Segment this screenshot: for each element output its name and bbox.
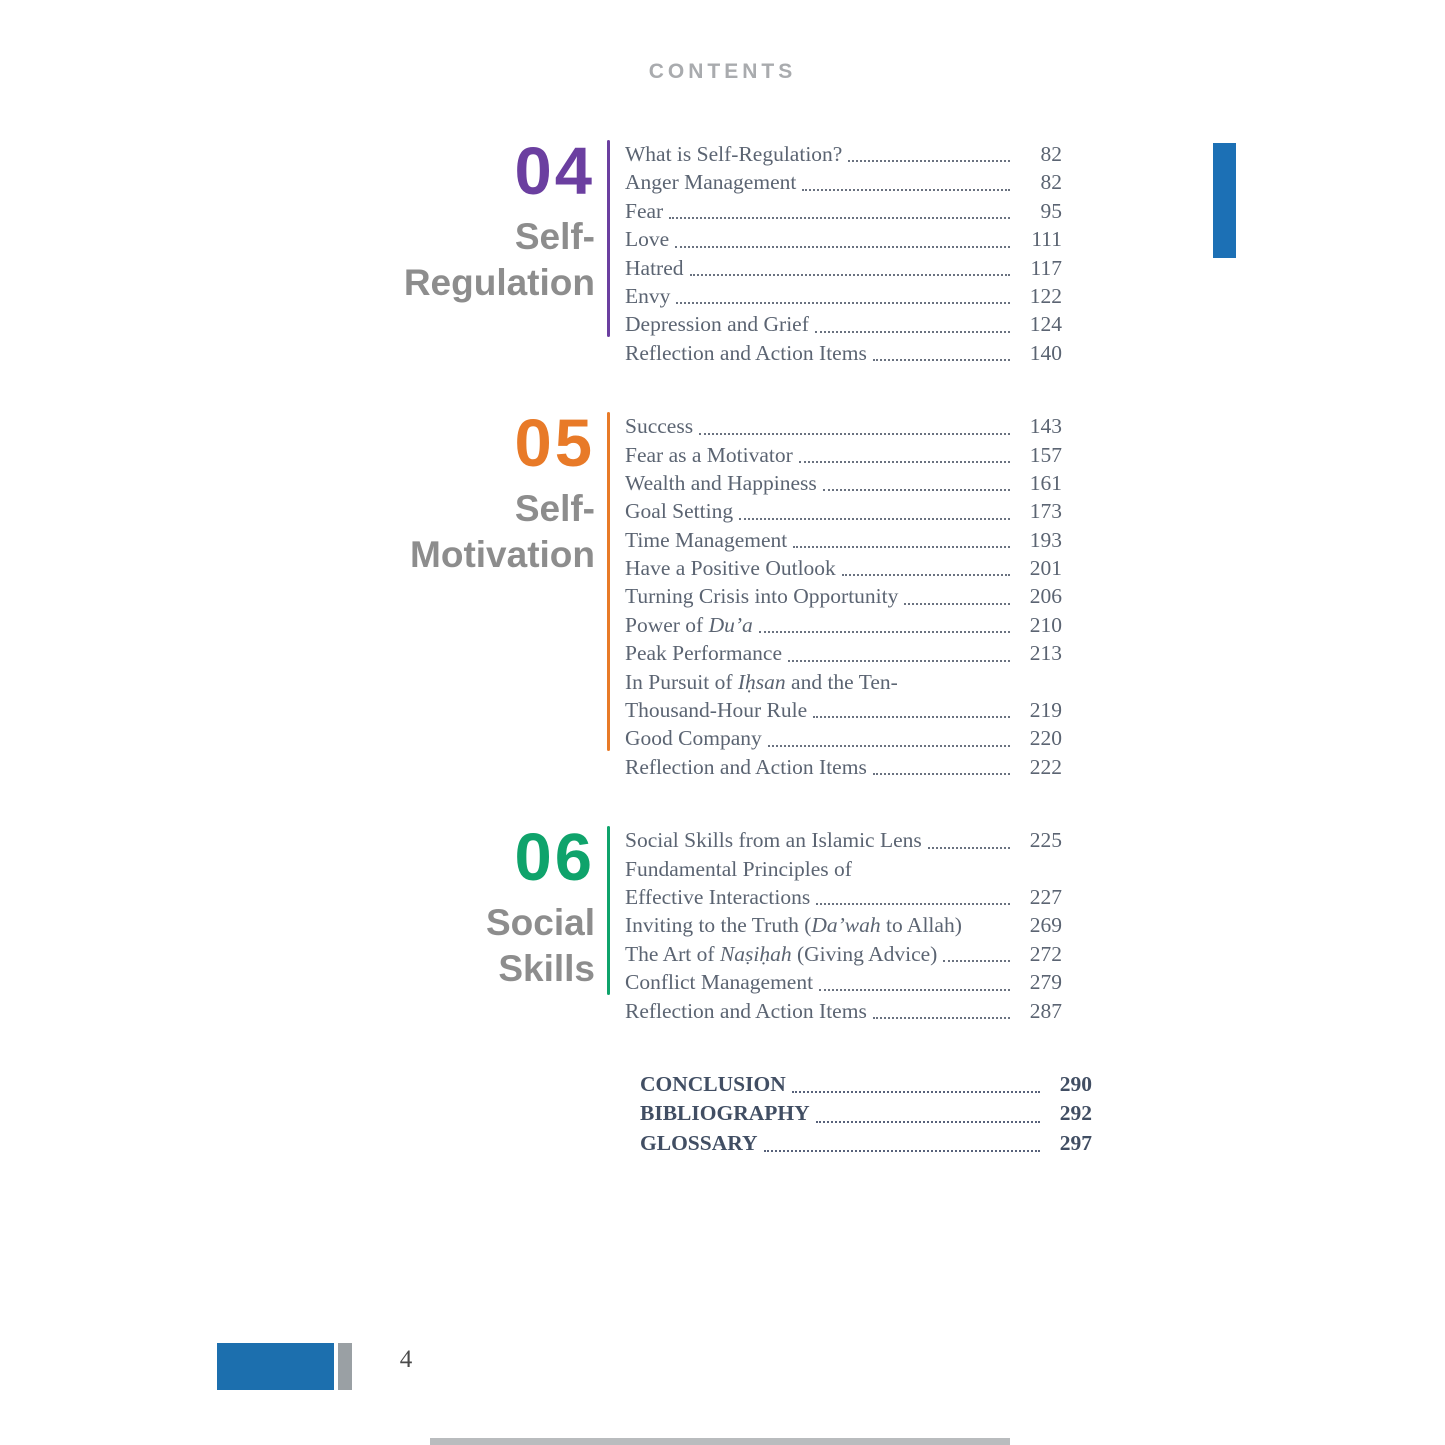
endmatter-entry[interactable] xyxy=(640,1070,1092,1100)
toc-entry-page: 206 xyxy=(1029,584,1062,609)
dot-leader xyxy=(759,631,1010,633)
dot-leader xyxy=(816,1121,1040,1123)
dot-leader xyxy=(842,574,1010,576)
dot-leader xyxy=(739,518,1010,520)
text-segment: Turning Crisis into Opportunity xyxy=(625,584,899,609)
text-segment: BIBLIOGRAPHY xyxy=(640,1101,810,1126)
toc-entry-page: 122 xyxy=(1029,283,1062,308)
dot-leader xyxy=(793,546,1010,548)
toc-entry-page: 279 xyxy=(1029,970,1062,995)
toc-entry-page: 82 xyxy=(1040,170,1062,195)
chapter-heading xyxy=(252,134,607,367)
chapter-entries xyxy=(610,412,1062,781)
text-segment: The Art of xyxy=(625,941,720,966)
toc-entry[interactable] xyxy=(625,168,1062,196)
chapter-title-line: Motivation xyxy=(410,534,595,576)
toc-entry-label xyxy=(625,168,796,196)
dot-leader xyxy=(943,960,1010,962)
toc-entry[interactable] xyxy=(625,254,1062,282)
chapter-entries xyxy=(610,826,1062,1025)
toc-entry-label xyxy=(625,997,867,1025)
italic-term: Naṣiḥah xyxy=(719,941,792,966)
toc-entry-page: 82 xyxy=(1040,142,1062,166)
text-segment: GLOSSARY xyxy=(640,1130,758,1155)
toc-entry-page: 140 xyxy=(1029,340,1062,365)
toc-entry-label xyxy=(625,668,898,696)
text-segment: Reflection and Action Items xyxy=(625,754,867,779)
toc-entry[interactable] xyxy=(625,696,1062,724)
text-segment: Thousand-Hour Rule xyxy=(625,698,808,723)
toc-entry-label xyxy=(625,696,807,724)
toc-entry-label xyxy=(625,724,762,752)
toc-entry-label xyxy=(625,911,962,939)
toc-entry[interactable] xyxy=(625,753,1062,781)
toc-entry-page: 161 xyxy=(1029,470,1062,495)
dot-leader xyxy=(928,847,1010,849)
toc-entry-page: 225 xyxy=(1029,828,1062,853)
chapter-number: 05 xyxy=(514,406,595,482)
toc-entry[interactable] xyxy=(625,855,1062,883)
toc-entry-label xyxy=(625,940,937,968)
toc-entry-label xyxy=(625,554,836,582)
toc-entry[interactable] xyxy=(625,639,1062,667)
dot-leader xyxy=(675,246,1010,248)
text-segment: Power of xyxy=(625,612,709,637)
text-segment: (Giving Advice) xyxy=(791,941,938,966)
toc-entry-page: 117 xyxy=(1030,255,1062,280)
toc-entry-page: 143 xyxy=(1029,414,1062,439)
text-segment: Fear xyxy=(625,198,664,223)
bookmark-bar xyxy=(1213,143,1236,258)
toc-entry-page: 287 xyxy=(1029,998,1062,1023)
toc-entry-page: 272 xyxy=(1029,941,1062,966)
toc-entry[interactable] xyxy=(625,197,1062,225)
toc-entry-label xyxy=(625,611,753,639)
chapter-title xyxy=(252,486,595,579)
chapter-block-05 xyxy=(252,406,1092,781)
toc-entry[interactable] xyxy=(625,940,1062,968)
toc-entry-label xyxy=(625,883,810,911)
text-segment: Love xyxy=(625,227,670,252)
toc-entry[interactable] xyxy=(625,441,1062,469)
toc-entry-page: 219 xyxy=(1029,698,1062,723)
toc-entry-label xyxy=(625,582,898,610)
text-segment: Anger Management xyxy=(625,170,797,195)
dot-leader xyxy=(802,189,1010,191)
toc-entry-page: 227 xyxy=(1029,884,1062,909)
text-segment: Peak Performance xyxy=(625,641,782,666)
toc-entry-label xyxy=(625,339,867,367)
chapter-entries xyxy=(610,140,1062,367)
toc-entry-page: 222 xyxy=(1029,754,1062,779)
toc-entry-label xyxy=(625,826,922,854)
toc-entry-page: 111 xyxy=(1031,227,1062,252)
toc-entry-page: 124 xyxy=(1029,312,1062,337)
chapter-heading xyxy=(252,406,607,781)
toc-entry-label xyxy=(625,310,809,338)
toc-entry[interactable] xyxy=(625,611,1062,639)
toc-entry[interactable] xyxy=(625,997,1062,1025)
text-segment: Good Company xyxy=(625,726,762,751)
toc-entry-page: 95 xyxy=(1040,198,1062,223)
chapter-title-line: Regulation xyxy=(403,261,595,303)
chapter-heading xyxy=(252,820,607,1025)
toc-entry[interactable] xyxy=(625,911,1062,939)
text-segment: Social Skills from an Islamic Lens xyxy=(625,828,922,853)
chapter-title-line: Social xyxy=(486,901,595,943)
toc-entry[interactable] xyxy=(625,339,1062,367)
dot-leader xyxy=(676,302,1010,304)
toc-entry-page: 157 xyxy=(1029,442,1062,467)
text-segment: Inviting to the Truth ( xyxy=(625,913,812,938)
toc-entry-label xyxy=(625,855,852,883)
toc-entry[interactable] xyxy=(625,497,1062,525)
text-segment: What is Self-Regulation? xyxy=(625,142,843,166)
toc-entry[interactable] xyxy=(625,412,1062,440)
toc-entry-page: 201 xyxy=(1029,556,1062,581)
toc-entry[interactable] xyxy=(625,140,1062,168)
page-number: 4 xyxy=(399,1346,413,1373)
chapters xyxy=(252,134,1092,1025)
dot-leader xyxy=(669,217,1010,219)
dot-leader xyxy=(873,773,1010,775)
chapter-title xyxy=(252,900,595,993)
dot-leader xyxy=(813,716,1010,718)
toc-entry-page: 173 xyxy=(1029,499,1062,524)
endmatter xyxy=(625,1070,1092,1159)
dot-leader xyxy=(873,1017,1010,1019)
dot-leader xyxy=(819,989,1010,991)
toc-entry[interactable] xyxy=(625,554,1062,582)
text-segment: Hatred xyxy=(625,255,684,280)
toc-entry[interactable] xyxy=(625,668,1062,696)
toc-entry-page: 210 xyxy=(1029,612,1062,637)
toc-entry[interactable] xyxy=(625,225,1062,253)
text-segment: Time Management xyxy=(625,527,788,552)
toc-entry-page: 220 xyxy=(1029,726,1062,751)
text-segment: Fundamental Principles of xyxy=(625,856,852,881)
text-segment: Have a Positive Outlook xyxy=(625,556,836,581)
text-segment: Goal Setting xyxy=(625,499,734,524)
chapter-number: 04 xyxy=(514,134,595,209)
text-segment: Conflict Management xyxy=(625,970,814,995)
page-title: CONTENTS xyxy=(648,60,797,83)
toc-entry-label xyxy=(625,282,670,310)
dot-leader xyxy=(815,331,1010,333)
toc-entry-label xyxy=(625,639,782,667)
toc-entry-label xyxy=(625,469,817,497)
endmatter-entry-label xyxy=(640,1099,810,1129)
dot-leader xyxy=(768,745,1010,747)
toc-entry-label xyxy=(625,526,787,554)
endmatter-entry[interactable] xyxy=(640,1099,1092,1129)
toc-entry[interactable] xyxy=(625,310,1062,338)
dot-leader xyxy=(823,489,1010,491)
italic-term: Da’wah xyxy=(811,913,881,938)
chapter-title-line: Skills xyxy=(498,948,595,990)
toc-entry[interactable] xyxy=(625,582,1062,610)
dot-leader xyxy=(873,359,1010,361)
chapter-title-line: Self- xyxy=(514,487,595,529)
toc-entry-label xyxy=(625,412,693,440)
chapter-block-06 xyxy=(252,820,1092,1025)
italic-term: Du’a xyxy=(708,612,753,637)
endmatter-entry[interactable] xyxy=(640,1129,1092,1159)
footer-blue-bar xyxy=(217,1343,334,1390)
text-segment: Success xyxy=(625,414,694,439)
endmatter-entry-page: 292 xyxy=(1059,1101,1092,1126)
dot-leader xyxy=(788,660,1010,662)
dot-leader xyxy=(690,274,1011,276)
italic-term: Iḥsan xyxy=(737,669,786,694)
toc-entry[interactable] xyxy=(625,526,1062,554)
text-segment: Depression and Grief xyxy=(625,312,809,337)
chapter-number: 06 xyxy=(514,820,595,896)
text-segment: Wealth and Happiness xyxy=(625,470,817,495)
toc-entry[interactable] xyxy=(625,469,1062,497)
page-separator-bar xyxy=(430,1438,1010,1445)
text-segment: Envy xyxy=(625,283,671,308)
text-segment: to Allah) xyxy=(880,913,962,938)
toc-entry-label xyxy=(625,197,663,225)
toc-entry[interactable] xyxy=(625,724,1062,752)
endmatter-entry-page: 290 xyxy=(1059,1071,1092,1096)
toc-entry[interactable] xyxy=(625,883,1062,911)
toc-entry-label xyxy=(625,968,813,996)
endmatter-entry-page: 297 xyxy=(1059,1130,1092,1155)
toc-entry-page: 213 xyxy=(1029,641,1062,666)
endmatter-entry-label xyxy=(640,1129,758,1159)
text-segment: Fear as a Motivator xyxy=(625,442,793,467)
chapter-block-04 xyxy=(252,134,1092,367)
toc-entry-page: 269 xyxy=(1029,913,1062,938)
dot-leader xyxy=(792,1091,1040,1093)
footer-gray-bar xyxy=(338,1343,352,1390)
dot-leader xyxy=(816,903,1010,905)
toc-entry-label xyxy=(625,254,684,282)
toc-entry[interactable] xyxy=(625,968,1062,996)
toc-entry-label xyxy=(625,497,733,525)
text-segment: Effective Interactions xyxy=(625,884,811,909)
dot-leader xyxy=(799,461,1010,463)
toc-entry-label xyxy=(625,753,867,781)
toc-entry[interactable] xyxy=(625,282,1062,310)
dot-leader xyxy=(699,433,1010,435)
toc-entry-label xyxy=(625,225,669,253)
text-segment: and the Ten- xyxy=(785,669,898,694)
text-segment: Reflection and Action Items xyxy=(625,340,867,365)
text-segment: In Pursuit of xyxy=(625,669,738,694)
dot-leader xyxy=(764,1150,1040,1152)
dot-leader xyxy=(848,160,1010,162)
text-segment: Reflection and Action Items xyxy=(625,998,867,1023)
toc-entry[interactable] xyxy=(625,826,1062,854)
toc-entry-label xyxy=(625,441,793,469)
endmatter-entry-label xyxy=(640,1070,786,1100)
text-segment: CONCLUSION xyxy=(640,1071,786,1096)
toc-main xyxy=(252,134,1092,1158)
toc-entry-label xyxy=(625,140,842,168)
chapter-title xyxy=(252,214,595,307)
toc-entry-page: 193 xyxy=(1029,527,1062,552)
chapter-title-line: Self- xyxy=(514,215,595,257)
dot-leader xyxy=(904,603,1010,605)
